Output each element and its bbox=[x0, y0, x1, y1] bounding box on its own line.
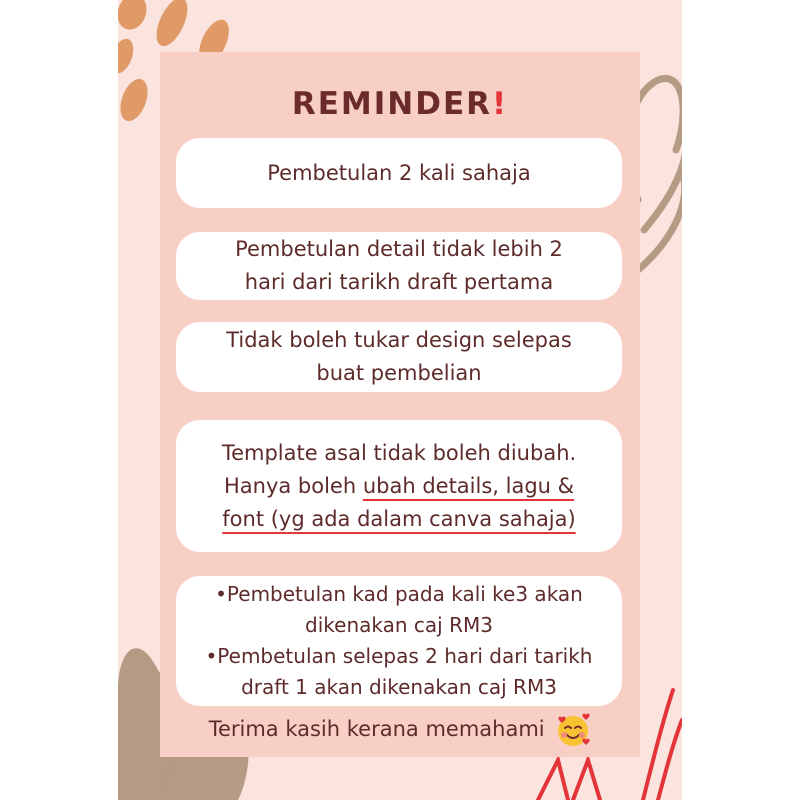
item-4-line-2-plain: Hanya boleh bbox=[223, 473, 363, 498]
reminder-item-4 bbox=[176, 420, 622, 552]
item-1-line-1: Pembetulan 2 kali sahaja bbox=[267, 160, 531, 185]
item-3-line-1: Tidak boleh tukar design selepas bbox=[226, 328, 572, 352]
item-4-line-1: Template asal tidak boleh diubah. bbox=[221, 440, 577, 465]
thank-you-footer bbox=[0, 712, 800, 748]
item-2-line-2: hari dari tarikh draft pertama bbox=[244, 270, 554, 294]
item-5-line-2: dikenakan caj RM3 bbox=[305, 613, 493, 637]
item-4-line-2 bbox=[224, 470, 574, 503]
title-text: REMINDER bbox=[291, 86, 492, 122]
reminder-item-1 bbox=[176, 138, 622, 208]
item-5-line-1: •Pembetulan kad pada kali ke3 akan bbox=[215, 582, 583, 606]
item-5-line-4: draft 1 akan dikenakan caj RM3 bbox=[241, 675, 557, 699]
reminder-item-3 bbox=[176, 322, 622, 392]
item-4-line-3-underlined: font (yg ada dalam canva sahaja) bbox=[222, 506, 576, 531]
thank-you-text: Terima kasih kerana memahami bbox=[208, 717, 545, 741]
reminder-title bbox=[0, 86, 800, 122]
item-4-line-2-underlined: ubah details, lagu & bbox=[362, 473, 575, 498]
item-3-line-2: buat pembelian bbox=[316, 361, 482, 385]
reminder-item-5 bbox=[176, 576, 622, 706]
exclamation-mark: ! bbox=[492, 86, 509, 122]
reminder-item-2 bbox=[176, 232, 622, 300]
item-2-line-1: Pembetulan detail tidak lebih 2 bbox=[235, 237, 563, 261]
item-5-line-3: •Pembetulan selepas 2 hari dari tarikh bbox=[205, 644, 593, 668]
smiling-face-with-hearts-icon bbox=[555, 712, 591, 748]
